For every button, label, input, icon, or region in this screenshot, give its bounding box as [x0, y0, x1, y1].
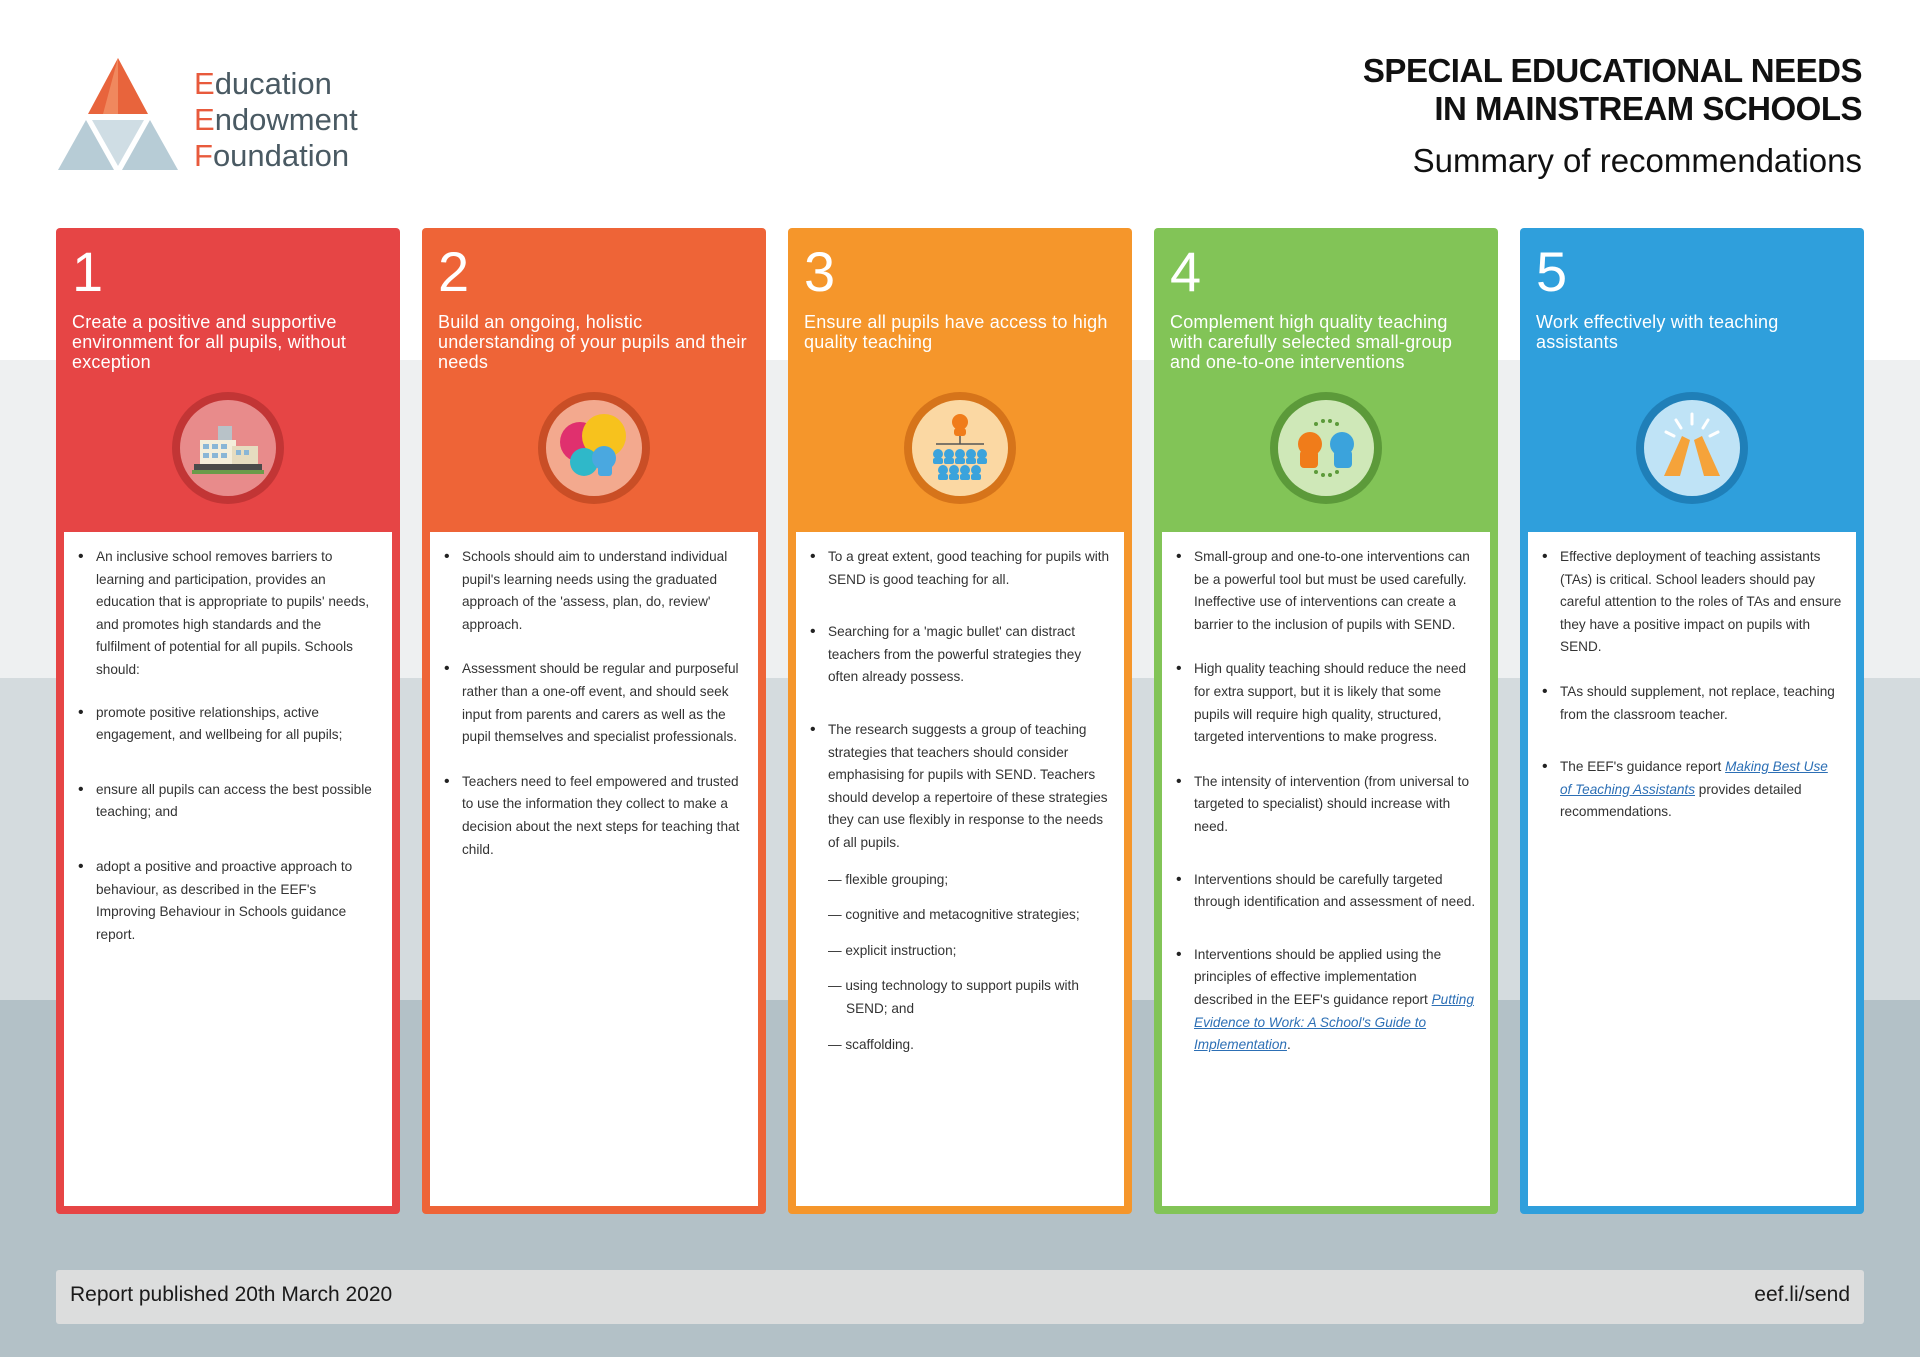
card-number: 5: [1536, 240, 1568, 303]
recommendation-card-4: [1154, 228, 1498, 1214]
list-item-dash: — flexible grouping;: [828, 871, 949, 887]
list-item: • High quality teaching should reduce the need for extra support, but it is likely that some pupils will require high quality, structured, targeted interventions to make progress.: [1194, 658, 1476, 748]
recommendation-card-1: [56, 228, 400, 1214]
teaching-assistants-guide-link[interactable]: Making Best Use of Teaching Assistants: [1560, 759, 1828, 797]
card-heading: Work effectively with teaching assistants: [1536, 312, 1779, 352]
list-item: • ensure all pupils can access the best possible teaching; and: [96, 779, 378, 824]
eef-triangle-logo-icon: [58, 56, 178, 172]
list-item-dash: — using technology to support pupils with SEND; and: [828, 978, 1079, 1016]
high-five-icon: [1636, 392, 1748, 504]
recommendation-card-2: [422, 228, 766, 1214]
card-number: 4: [1170, 240, 1202, 303]
implementation-guide-link[interactable]: Putting Evidence to Work: A School's Guide to Implementation: [1194, 991, 1474, 1053]
overlapping-heads-icon: [538, 392, 650, 504]
card-number: 3: [804, 240, 836, 303]
list-item-dash: — scaffolding.: [828, 1036, 914, 1052]
card-number: 1: [72, 240, 104, 303]
page-title: [1363, 52, 1862, 180]
list-item: • adopt a positive and proactive approach to behaviour, as described in the EEF's Improving Behaviour in Schools guidance report.: [96, 856, 378, 946]
title-line-2: IN MAINSTREAM SCHOOLS: [1434, 90, 1862, 127]
list-item-dash: — cognitive and metacognitive strategies;: [828, 907, 1080, 923]
two-heads-exchange-icon: [1270, 392, 1382, 504]
teacher-class-icon: [904, 392, 1016, 504]
card-body: [430, 532, 758, 1206]
list-item: • Schools should aim to understand individual pupil's learning needs using the graduated approach of the 'assess, plan, do, review' approach.: [462, 546, 744, 636]
list-item: • To a great extent, good teaching for pupils with SEND is good teaching for all.: [828, 546, 1110, 591]
list-item: • Effective deployment of teaching assistants (TAs) is critical. School leaders should pay careful attention to the roles of TAs and ensure they have a positive impact on pupils with SEND.: [1560, 546, 1842, 659]
footer-url-link[interactable]: eef.li/send: [1754, 1283, 1850, 1306]
school-building-icon: [172, 392, 284, 504]
card-body: [64, 532, 392, 1206]
page-subtitle: Summary of recommendations: [1412, 142, 1862, 179]
list-item: • The intensity of intervention (from universal to targeted to specialist) should increase with need.: [1194, 771, 1476, 839]
card-number: 2: [438, 240, 470, 303]
list-item: • promote positive relationships, active engagement, and wellbeing for all pupils;: [96, 702, 378, 747]
list-item: • Small-group and one-to-one interventions can be a powerful tool but must be used carefully. Ineffective use of interventions can create a barrier to the inclusion of pupils with SEND.: [1194, 546, 1476, 636]
list-item: • Searching for a 'magic bullet' can distract teachers from the powerful strategies they often already possess.: [828, 621, 1110, 689]
list-item: • Interventions should be applied using the principles of effective implementation described in the EEF's guidance report Putting Evidence to Work: A School's Guide to Implementation.: [1194, 944, 1476, 1057]
recommendation-card-3: [788, 228, 1132, 1214]
list-item: • The research suggests a group of teaching strategies that teachers should consider emphasising for pupils with SEND. Teachers should develop a repertoire of these strategies they can use flexibly in response to the needs of all pupils.: [828, 719, 1110, 855]
list-item: • TAs should supplement, not replace, teaching from the classroom teacher.: [1560, 681, 1842, 726]
card-heading: Ensure all pupils have access to high quality teaching: [804, 312, 1108, 352]
list-item: • Interventions should be carefully targeted through identification and assessment of need.: [1194, 869, 1476, 914]
card-body: [796, 532, 1124, 1206]
eef-wordmark: Education Endowment Foundation: [194, 66, 358, 173]
title-line-1: SPECIAL EDUCATIONAL NEEDS: [1362, 52, 1862, 89]
card-heading: Complement high quality teaching with carefully selected small-group and one-to-one interventions: [1170, 312, 1453, 372]
list-item: • An inclusive school removes barriers to learning and participation, provides an education that is appropriate to pupils' needs, and promotes high standards and the fulfilment of potential for all pupils. Schools should:: [96, 546, 378, 682]
card-heading: Create a positive and supportive environment for all pupils, without exception: [72, 312, 347, 372]
list-item-dash: — explicit instruction;: [828, 942, 957, 958]
card-body: [1528, 532, 1856, 1206]
card-body: [1162, 532, 1490, 1206]
list-item: • Teachers need to feel empowered and trusted to use the information they collect to make a decision about the next steps for teaching that child.: [462, 771, 744, 861]
footer-bar: [56, 1270, 1864, 1324]
recommendation-card-5: [1520, 228, 1864, 1214]
publication-date: Report published 20th March 2020: [70, 1283, 393, 1306]
list-item: • Assessment should be regular and purposeful rather than a one-off event, and should seek input from parents and carers as well as the pupil themselves and specialist professionals.: [462, 658, 744, 748]
list-item: • The EEF's guidance report Making Best Use of Teaching Assistants provides detailed recommendations.: [1560, 756, 1842, 824]
eef-logo[interactable]: [58, 56, 378, 176]
card-heading: Build an ongoing, holistic understanding of your pupils and their needs: [438, 312, 747, 372]
